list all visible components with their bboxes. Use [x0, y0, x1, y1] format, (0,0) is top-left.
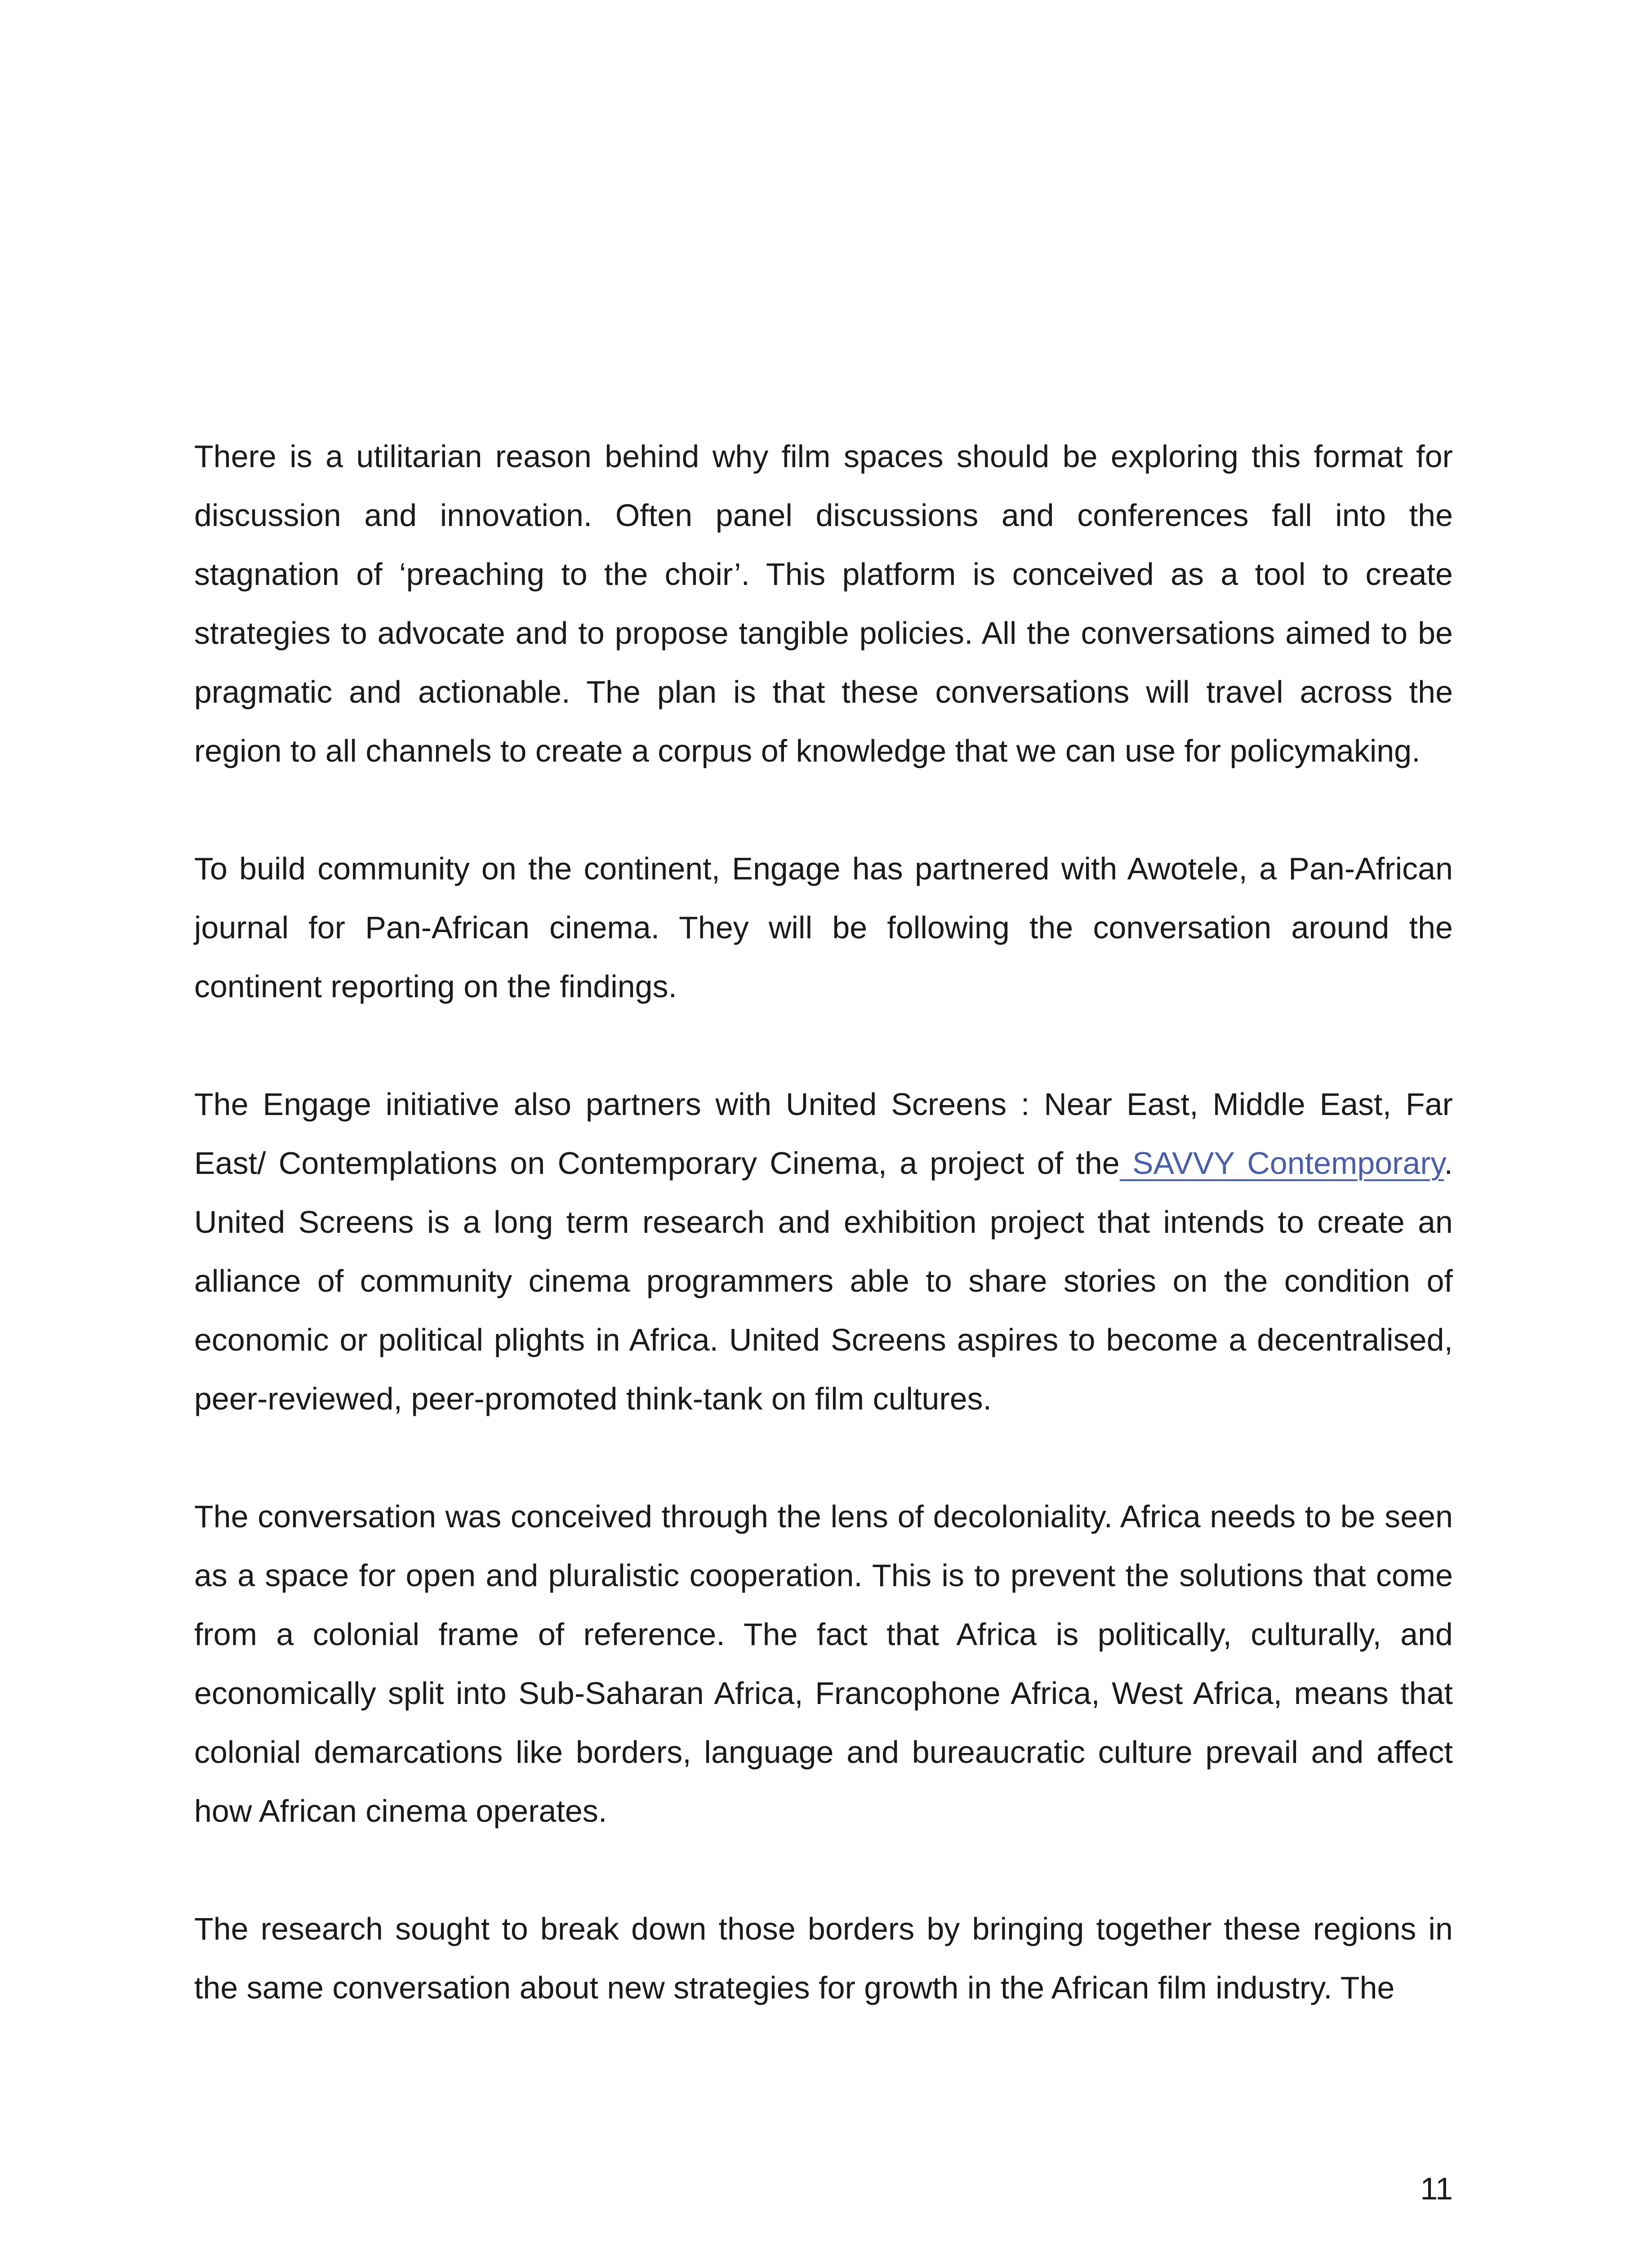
body-text: [194, 427, 1453, 2017]
united-screens-text-after-link: . United Screens is a long term research and exhibition project that intends to create an alliance of community cinema programmers able to share stories on the condition of economic or political plights in Africa. United Screens aspires to become a decentralised, peer-reviewed, peer-promoted think-tank on film cultures.: [194, 1146, 1453, 1416]
page-number: 11: [1420, 2171, 1453, 2206]
paragraph-awotele-partnership: To build community on the continent, Engage has partnered with Awotele, a Pan-African journal for Pan-African cinema. They will be following the conversation around the continent reporting on the findings.: [194, 851, 1453, 1004]
united-screens-text-before-link: The Engage initiative also partners with United Screens : Near East, Middle East, Far East/ Contemplations on Contemporary Cinema, a project of the: [194, 1087, 1453, 1181]
savvy-contemporary-link[interactable]: SAVVY Contemporary: [1119, 1146, 1444, 1181]
paragraph-research-borders: The research sought to break down those borders by bringing together these regions in the same conversation about new strategies for growth in the African film industry. The: [194, 1911, 1453, 2005]
paragraph-decoloniality: The conversation was conceived through the lens of decoloniality. Africa needs to be seen as a space for open and pluralistic cooperation. This is to prevent the solutions that come from a colonial frame of reference. The fact that Africa is politically, culturally, and economically split into Sub-Saharan Africa, Francophone Africa, West Africa, means that colonial demarcations like borders, language and bureaucratic culture prevail and affect how African cinema operates.: [194, 1499, 1453, 1829]
paragraph-utilitarian-reason: There is a utilitarian reason behind why film spaces should be exploring this format for discussion and innovation. Often panel discussions and conferences fall into the stagnation of ‘preaching to the choir’. This platform is conceived as a tool to create strategies to advocate and to propose tangible policies. All the conversations aimed to be pragmatic and actionable. The plan is that these conversations will travel across the region to all channels to create a corpus of knowledge that we can use for policymaking.: [194, 439, 1453, 768]
paragraph-united-screens: [194, 1075, 1453, 1428]
